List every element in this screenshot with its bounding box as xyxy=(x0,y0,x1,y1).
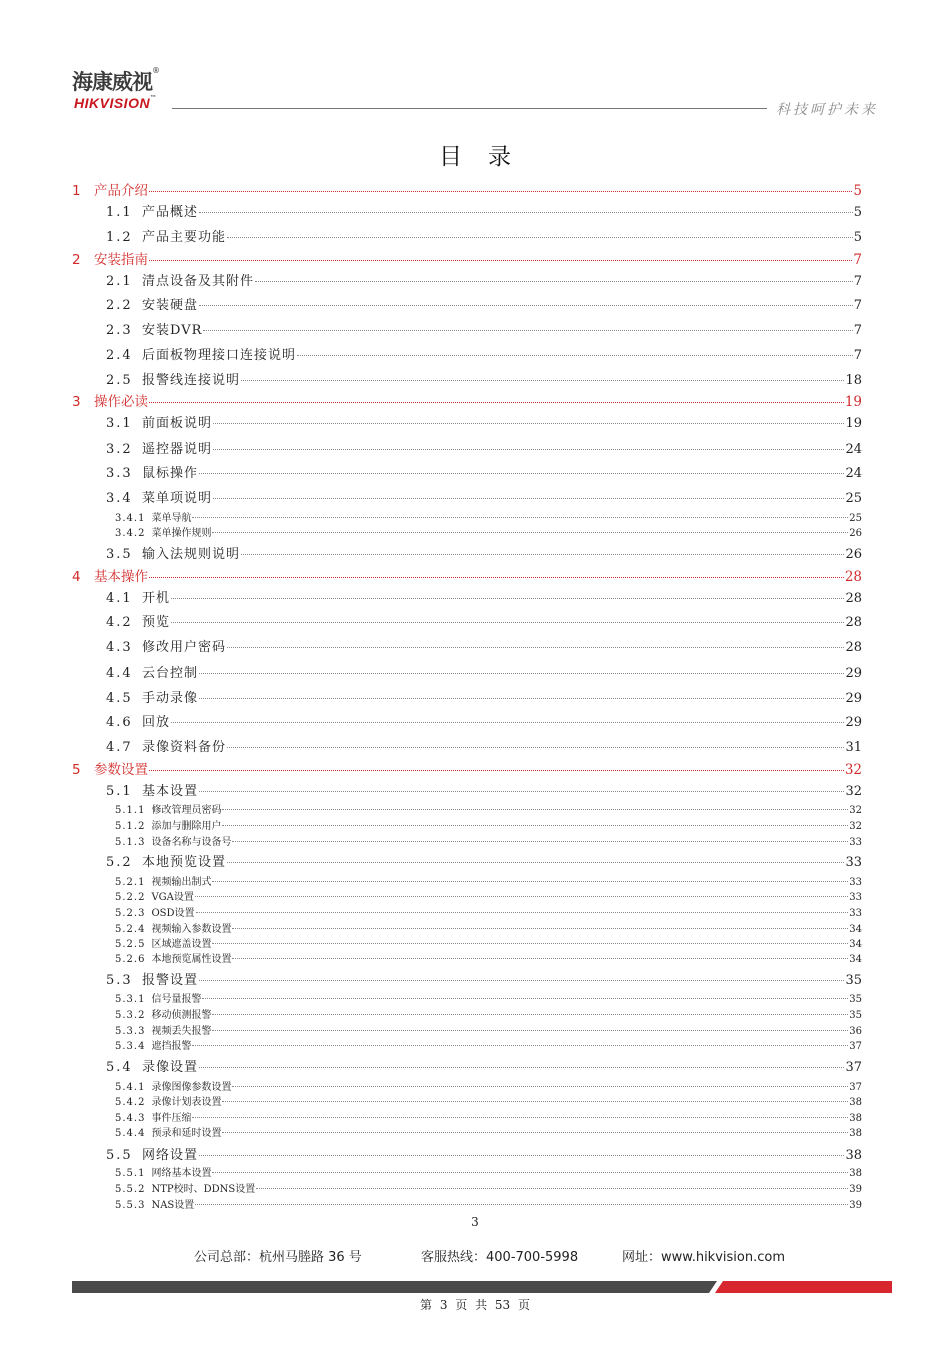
toc-section-title: 设备名称与设备号 xyxy=(151,837,232,848)
toc-page-number: 5 xyxy=(853,230,862,245)
toc-page-number: 28 xyxy=(845,591,862,606)
toc-section-title: 录像计划表设置 xyxy=(151,1097,222,1108)
toc-section-title: 事件压缩 xyxy=(151,1113,192,1124)
page-title: 目录 xyxy=(439,144,537,170)
toc-dot-leader xyxy=(203,330,852,331)
toc-section-title: 安装指南 xyxy=(94,252,148,268)
toc-dot-leader xyxy=(232,841,848,842)
toc-section-title: 操作必读 xyxy=(94,394,148,410)
toc-section-title: 修改管理员密码 xyxy=(151,805,222,816)
toc-dot-leader xyxy=(171,722,844,723)
toc-entry-level2[interactable] xyxy=(106,662,862,681)
toc-entry-level3[interactable] xyxy=(115,509,862,524)
toc-section-number: 2.3 xyxy=(106,323,133,338)
toc-page-number: 32 xyxy=(844,762,862,778)
toc-page-number: 33 xyxy=(849,892,862,903)
toc-section-number: 3.4.1 xyxy=(115,513,146,524)
toc-section-title: 报警设置 xyxy=(142,973,199,988)
toc-dot-leader xyxy=(195,1204,848,1205)
toc-page-number: 26 xyxy=(845,547,862,562)
toc-page-number: 32 xyxy=(849,805,862,816)
toc-dot-leader xyxy=(241,380,844,381)
toc-section-number: 4 xyxy=(72,569,81,585)
toc-section-number: 4.1 xyxy=(106,591,133,606)
toc-entry-level3[interactable] xyxy=(115,950,862,965)
toc-section-title: 回放 xyxy=(142,715,171,730)
toc-page-number: 35 xyxy=(849,1010,862,1021)
toc-entry-level3[interactable] xyxy=(115,801,862,816)
toc-dot-leader xyxy=(199,305,853,306)
toc-page-number: 29 xyxy=(845,715,862,730)
toc-entry-level3[interactable] xyxy=(115,920,862,935)
toc-dot-leader xyxy=(227,647,844,648)
toc-dot-leader xyxy=(212,1172,848,1173)
toc-dot-leader xyxy=(212,943,848,944)
toc-page-number: 34 xyxy=(849,924,862,935)
toc-dot-leader xyxy=(232,928,848,929)
toc-dot-leader xyxy=(222,825,848,826)
toc-section-number: 5.5.1 xyxy=(115,1168,146,1179)
logo-en xyxy=(74,95,157,111)
toc-section-title: 产品概述 xyxy=(142,205,199,220)
toc-section-number: 1.2 xyxy=(106,230,133,245)
toc-entry-level2[interactable] xyxy=(106,736,862,755)
toc-dot-leader xyxy=(241,554,844,555)
toc-entry-level2[interactable] xyxy=(106,344,862,363)
toc-dot-leader xyxy=(297,355,853,356)
toc-dot-leader xyxy=(196,912,849,913)
toc-section-title: 菜单项说明 xyxy=(142,491,213,506)
toc-page-number: 37 xyxy=(849,1082,862,1093)
toc-entry-level2[interactable] xyxy=(106,319,862,338)
toc-entry-level3[interactable] xyxy=(115,1196,862,1211)
toc-page-number: 38 xyxy=(845,1148,862,1163)
toc-entry-level2[interactable] xyxy=(106,969,862,988)
toc-page-number: 33 xyxy=(849,877,862,888)
toc-section-title: 基本设置 xyxy=(142,784,199,799)
toc-section-number: 3 xyxy=(72,394,81,410)
toc-section-title: 移动侦测报警 xyxy=(151,1010,212,1021)
toc-section-title: 开机 xyxy=(142,591,171,606)
toc-entry-level3[interactable] xyxy=(115,524,862,539)
page-of-total: 第 3 页 共 53 页 xyxy=(420,1298,530,1312)
toc-entry-level2[interactable] xyxy=(106,1056,862,1075)
toc-section-number: 5.1.1 xyxy=(115,805,146,816)
toc-page-number: 28 xyxy=(845,615,862,630)
toc-page-number: 38 xyxy=(849,1168,862,1179)
toc-entry-level3[interactable] xyxy=(115,1078,862,1093)
toc-entry-level3[interactable] xyxy=(115,1164,862,1179)
toc-entry-level2[interactable] xyxy=(106,687,862,706)
toc-section-title: VGA设置 xyxy=(151,892,194,903)
toc-entry-level1[interactable] xyxy=(72,565,862,585)
toc-page-number: 38 xyxy=(849,1113,862,1124)
toc-section-title: 后面板物理接口连接说明 xyxy=(142,348,297,363)
toc-entry-level3[interactable] xyxy=(115,1037,862,1052)
toc-section-title: 手动录像 xyxy=(142,691,199,706)
toc-section-number: 2.4 xyxy=(106,348,133,363)
toc-section-number: 2 xyxy=(72,252,81,268)
logo-cn xyxy=(72,66,159,96)
toc-section-title: 添加与删除用户 xyxy=(151,821,222,832)
toc-section-title: 区域遮盖设置 xyxy=(151,939,212,950)
toc-section-number: 5.2.6 xyxy=(115,954,146,965)
toc-section-number: 5.4.2 xyxy=(115,1097,146,1108)
toc-section-number: 5.2.4 xyxy=(115,924,146,935)
toc-entry-level1[interactable] xyxy=(72,248,862,268)
toc-dot-leader xyxy=(202,998,848,999)
toc-section-number: 5.3.4 xyxy=(115,1041,146,1052)
toc-section-title: 菜单导航 xyxy=(151,513,192,524)
toc-section-title: 修改用户密码 xyxy=(142,640,227,655)
toc-section-number: 5.4.3 xyxy=(115,1113,146,1124)
toc-section-number: 3.1 xyxy=(106,416,133,431)
toc-entry-level2[interactable] xyxy=(106,462,862,481)
toc-section-title: 前面板说明 xyxy=(142,416,213,431)
toc-section-title: 遮挡报警 xyxy=(151,1041,192,1052)
toc-section-title: 安装DVR xyxy=(142,323,203,338)
toc-section-title: 报警线连接说明 xyxy=(142,373,241,388)
toc-dot-leader xyxy=(213,449,844,450)
toc-section-number: 5.4.4 xyxy=(115,1128,146,1139)
toc-entry-level3[interactable] xyxy=(115,1180,862,1195)
toc-dot-leader xyxy=(213,423,844,424)
toc-section-title: 视频丢失报警 xyxy=(151,1026,212,1037)
toc-section-title: 安装硬盘 xyxy=(142,298,199,313)
toc-page-number: 7 xyxy=(853,323,862,338)
toc-entry-level1[interactable] xyxy=(72,390,862,410)
toc-entry-level2[interactable] xyxy=(106,636,862,655)
toc-section-number: 4.7 xyxy=(106,740,133,755)
toc-section-number: 5.3.3 xyxy=(115,1026,146,1037)
toc-dot-leader xyxy=(222,1101,848,1102)
toc-page-number: 37 xyxy=(849,1041,862,1052)
toc-section-number: 2.2 xyxy=(106,298,133,313)
toc-section-title: 产品主要功能 xyxy=(142,230,227,245)
toc-page-number: 19 xyxy=(845,416,862,431)
logo-en-text: HIKVISION xyxy=(74,95,151,111)
toc-entry-level3[interactable] xyxy=(115,1022,862,1037)
toc-section-title: 网络基本设置 xyxy=(151,1168,212,1179)
toc-section-title: 录像图像参数设置 xyxy=(151,1082,232,1093)
toc-dot-leader xyxy=(149,770,844,771)
toc-page-number: 36 xyxy=(849,1026,862,1037)
toc-section-number: 4.3 xyxy=(106,640,133,655)
toc-dot-leader xyxy=(149,191,852,192)
toc-dot-leader xyxy=(212,532,848,533)
toc-section-number: 4.2 xyxy=(106,615,133,630)
toc-section-number: 5.4 xyxy=(106,1060,133,1075)
toc-entry-level3[interactable] xyxy=(115,1006,862,1021)
toc-page-number: 7 xyxy=(853,348,862,363)
toc-section-number: 1 xyxy=(72,183,81,199)
footer-bar-graphic xyxy=(72,1281,892,1293)
toc-section-title: 预录和延时设置 xyxy=(151,1128,222,1139)
toc-dot-leader xyxy=(256,1188,848,1189)
toc-entry-level3[interactable] xyxy=(115,1124,862,1139)
toc-dot-leader xyxy=(199,473,844,474)
toc-section-number: 5.2.2 xyxy=(115,892,146,903)
toc-section-number: 5.5.3 xyxy=(115,1200,146,1211)
toc-entry-level3[interactable] xyxy=(115,904,862,919)
trademark-mark: ™ xyxy=(150,95,157,101)
toc-entry-level1[interactable] xyxy=(72,758,862,778)
toc-section-number: 3.4 xyxy=(106,491,133,506)
toc-dot-leader xyxy=(199,791,844,792)
toc-entry-level2[interactable] xyxy=(106,294,862,313)
toc-dot-leader xyxy=(199,980,844,981)
toc-page-number: 28 xyxy=(844,569,862,585)
toc-section-title: 本地预览属性设置 xyxy=(151,954,232,965)
toc-entry-level2[interactable] xyxy=(106,711,862,730)
toc-entry-level2[interactable] xyxy=(106,270,862,289)
toc-page-number: 5 xyxy=(853,205,862,220)
toc-page-number: 7 xyxy=(853,252,862,268)
toc-entry-level3[interactable] xyxy=(115,888,862,903)
toc-entry-level3[interactable] xyxy=(115,817,862,832)
toc-entry-level2[interactable] xyxy=(106,851,862,870)
toc-page-number: 24 xyxy=(845,466,862,481)
toc-section-title: 清点设备及其附件 xyxy=(142,274,255,289)
toc-section-number: 5 xyxy=(72,762,81,778)
toc-page-number: 39 xyxy=(849,1200,862,1211)
toc-page-number: 28 xyxy=(845,640,862,655)
toc-section-number: 5.3.1 xyxy=(115,994,146,1005)
toc-dot-leader xyxy=(171,598,844,599)
toc-page-number: 32 xyxy=(845,784,862,799)
toc-entry-level2[interactable] xyxy=(106,780,862,799)
toc-section-number: 4.5 xyxy=(106,691,133,706)
toc-page-number: 32 xyxy=(849,821,862,832)
toc-entry-level3[interactable] xyxy=(115,873,862,888)
toc-page-number: 31 xyxy=(845,740,862,755)
toc-dot-leader xyxy=(192,1117,848,1118)
toc-dot-leader xyxy=(199,1155,844,1156)
toc-entry-level3[interactable] xyxy=(115,935,862,950)
toc-page-number: 33 xyxy=(849,837,862,848)
toc-section-title: NAS设置 xyxy=(151,1200,195,1211)
toc-section-number: 3.2 xyxy=(106,442,133,457)
toc-section-title: 网络设置 xyxy=(142,1148,199,1163)
toc-page-number: 29 xyxy=(845,666,862,681)
toc-section-number: 3.4.2 xyxy=(115,528,146,539)
toc-section-title: 菜单操作规则 xyxy=(151,528,212,539)
toc-section-number: 5.5.2 xyxy=(115,1184,146,1195)
toc-section-number: 5.4.1 xyxy=(115,1082,146,1093)
toc-dot-leader xyxy=(212,1014,848,1015)
toc-section-title: 预览 xyxy=(142,615,171,630)
toc-entry-level1[interactable] xyxy=(72,179,862,199)
toc-page-number: 29 xyxy=(845,691,862,706)
toc-section-title: OSD设置 xyxy=(151,908,195,919)
toc-page-number: 38 xyxy=(849,1128,862,1139)
toc-section-number: 1.1 xyxy=(106,205,133,220)
toc-page-number: 33 xyxy=(849,908,862,919)
toc-section-title: 云台控制 xyxy=(142,666,199,681)
toc-section-number: 4.4 xyxy=(106,666,133,681)
toc-entry-level2[interactable] xyxy=(106,369,862,388)
toc-section-number: 3.3 xyxy=(106,466,133,481)
toc-dot-leader xyxy=(199,698,844,699)
toc-dot-leader xyxy=(227,237,853,238)
toc-section-title: 产品介绍 xyxy=(94,183,148,199)
toc-dot-leader xyxy=(149,577,844,578)
toc-section-number: 5.3.2 xyxy=(115,1010,146,1021)
page-number: 3 xyxy=(471,1215,479,1229)
toc-section-title: 输入法规则说明 xyxy=(142,547,241,562)
footer-headquarters: 公司总部：杭州马塍路 36 号 xyxy=(194,1250,362,1265)
toc-section-number: 2.5 xyxy=(106,373,133,388)
toc-entry-level2[interactable] xyxy=(106,1144,862,1163)
toc-page-number: 7 xyxy=(853,274,862,289)
toc-page-number: 24 xyxy=(845,442,862,457)
toc-section-title: 参数设置 xyxy=(94,762,148,778)
toc-section-number: 5.2.1 xyxy=(115,877,146,888)
toc-entry-level2[interactable] xyxy=(106,543,862,562)
toc-dot-leader xyxy=(222,1132,848,1133)
toc-dot-leader xyxy=(212,881,848,882)
toc-entry-level2[interactable] xyxy=(106,226,862,245)
toc-section-title: 遥控器说明 xyxy=(142,442,213,457)
toc-dot-leader xyxy=(192,1045,848,1046)
footer-bar xyxy=(72,1281,892,1293)
toc-section-number: 3.5 xyxy=(106,547,133,562)
toc-page-number: 7 xyxy=(853,298,862,313)
toc-section-number: 5.1.2 xyxy=(115,821,146,832)
toc-page-number: 26 xyxy=(849,528,862,539)
toc-section-title: 本地预览设置 xyxy=(142,855,227,870)
toc-entry-level2[interactable] xyxy=(106,587,862,606)
toc-dot-leader xyxy=(232,1086,848,1087)
toc-section-number: 5.3 xyxy=(106,973,133,988)
toc-dot-leader xyxy=(255,281,853,282)
toc-dot-leader xyxy=(212,1030,848,1031)
toc-dot-leader xyxy=(192,517,848,518)
toc-page-number: 37 xyxy=(845,1060,862,1075)
footer-website[interactable]: 网址：www.hikvision.com xyxy=(622,1250,785,1265)
toc-entry-level2[interactable] xyxy=(106,611,862,630)
toc-dot-leader xyxy=(227,747,844,748)
toc-section-number: 5.2.3 xyxy=(115,908,146,919)
toc-dot-leader xyxy=(149,260,852,261)
header-divider xyxy=(172,108,767,109)
toc-entry-level2[interactable] xyxy=(106,438,862,457)
toc-section-title: 录像设置 xyxy=(142,1060,199,1075)
toc-section-title: 视频输出制式 xyxy=(151,877,212,888)
toc-entry-level3[interactable] xyxy=(115,990,862,1005)
toc-page-number: 5 xyxy=(853,183,862,199)
toc-page-number: 19 xyxy=(844,394,862,410)
toc-dot-leader xyxy=(222,809,848,810)
toc-entry-level2[interactable] xyxy=(106,487,862,506)
toc-entry-level3[interactable] xyxy=(115,833,862,848)
toc-section-title: 录像资料备份 xyxy=(142,740,227,755)
toc-section-number: 5.2.5 xyxy=(115,939,146,950)
toc-dot-leader xyxy=(171,622,844,623)
toc-page-number: 35 xyxy=(845,973,862,988)
toc-section-number: 5.5 xyxy=(106,1148,133,1163)
logo-cn-text: 海康威视 xyxy=(72,70,152,94)
toc-section-title: 基本操作 xyxy=(94,569,148,585)
registered-mark: ® xyxy=(152,66,159,75)
toc-section-number: 5.2 xyxy=(106,855,133,870)
toc-page-number: 38 xyxy=(849,1097,862,1108)
toc-page-number: 39 xyxy=(849,1184,862,1195)
toc-section-title: 鼠标操作 xyxy=(142,466,199,481)
toc-dot-leader xyxy=(149,402,844,403)
toc-section-number: 5.1.3 xyxy=(115,837,146,848)
toc-page-number: 34 xyxy=(849,954,862,965)
toc-page-number: 33 xyxy=(845,855,862,870)
footer-hotline: 客服热线：400-700-5998 xyxy=(421,1250,579,1265)
toc-entry-level3[interactable] xyxy=(115,1109,862,1124)
toc-page-number: 35 xyxy=(849,994,862,1005)
toc-section-title: NTP校时、DDNS设置 xyxy=(151,1184,256,1195)
toc-dot-leader xyxy=(199,673,844,674)
toc-entry-level2[interactable] xyxy=(106,201,862,220)
toc-section-number: 5.1 xyxy=(106,784,133,799)
toc-dot-leader xyxy=(232,958,848,959)
toc-page-number: 34 xyxy=(849,939,862,950)
toc-page-number: 18 xyxy=(845,373,862,388)
toc-section-title: 信号量报警 xyxy=(151,994,202,1005)
toc-section-number: 4.6 xyxy=(106,715,133,730)
toc-section-number: 2.1 xyxy=(106,274,133,289)
toc-dot-leader xyxy=(227,862,844,863)
toc-entry-level3[interactable] xyxy=(115,1093,862,1108)
toc-entry-level2[interactable] xyxy=(106,412,862,431)
toc-dot-leader xyxy=(213,498,844,499)
toc-section-title: 视频输入参数设置 xyxy=(151,924,232,935)
toc-dot-leader xyxy=(199,1067,844,1068)
toc-dot-leader xyxy=(199,212,853,213)
toc-page-number: 25 xyxy=(849,513,862,524)
toc-page-number: 25 xyxy=(845,491,862,506)
header-slogan: 科技呵护未来 xyxy=(776,102,878,118)
toc-dot-leader xyxy=(195,896,848,897)
